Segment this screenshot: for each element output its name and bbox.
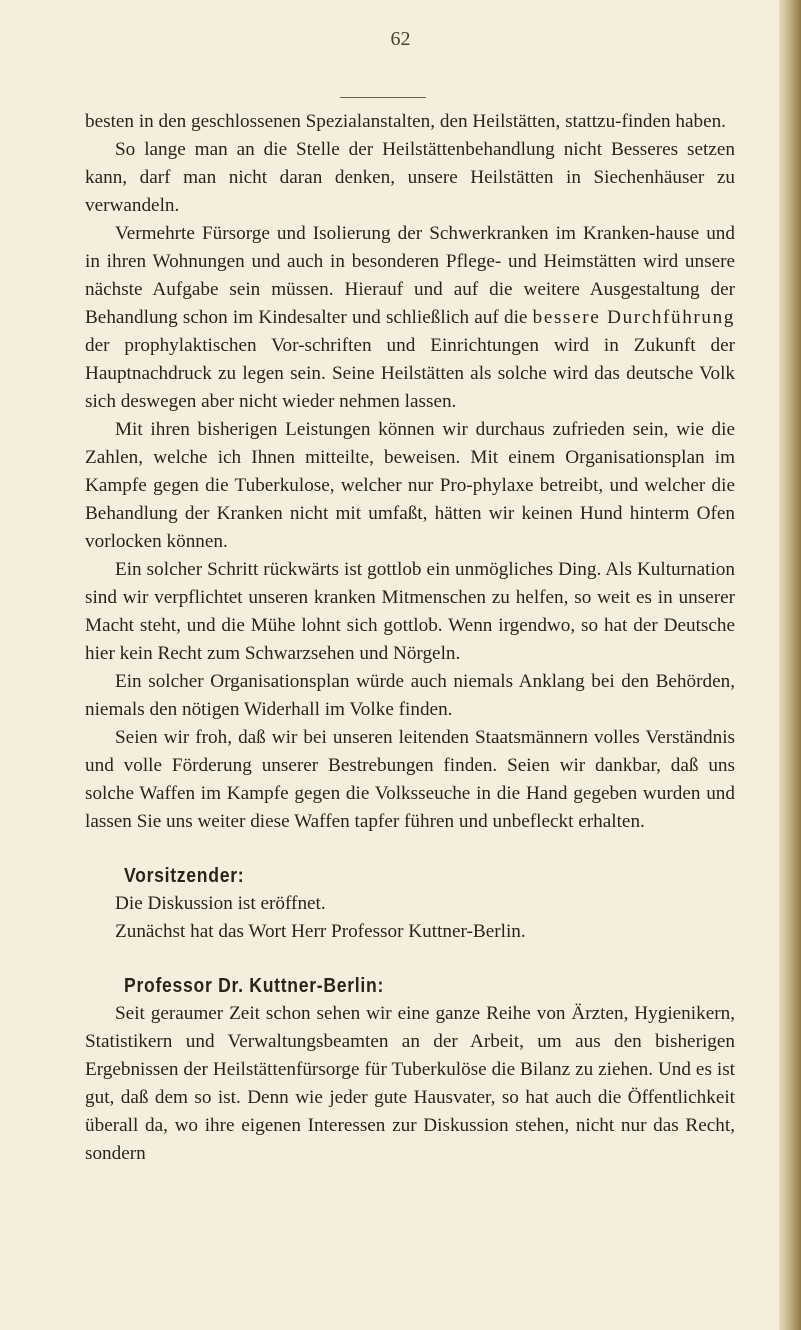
paragraph-5: Ein solcher Schritt rückwärts ist gottlob ein unmögliches Ding. Als Kulturnation sind wir verpflichtet unseren kranken Mitmenschen zu helfen, so weit es in unserer Macht steht, und die Mühe lohnt sich gottlob. Wenn irgendwo, so hat der Deutsche hier kein Recht zum Schwarzsehen und Nörgeln. — [85, 559, 735, 664]
speaker-heading-kuttner: Professor Dr. Kuttner-Berlin: — [124, 975, 385, 997]
chair-line-1: Die Diskussion ist eröffnet. — [115, 893, 326, 914]
paragraph-7: Seien wir froh, daß wir bei unseren leitenden Staatsmännern volles Verständnis und volle Förderung unserer Bestrebungen finden. Seien wir dankbar, daß uns solche Waffen im Kampfe gegen die Volksseuche in die Hand gegeben wurden und lassen Sie uns weiter diese Waffen tapfer führen und unbefleckt erhalten. — [85, 727, 735, 832]
paragraph-6: Ein solcher Organisationsplan würde auch niemals Anklang bei den Behörden, niemals den nötigen Widerhall im Volke finden. — [85, 671, 735, 720]
paragraph-1: besten in den geschlossenen Spezialanstalten, den Heilstätten, stattzu-finden haben. — [85, 111, 726, 132]
chair-line-2: Zunächst hat das Wort Herr Professor Kuttner-Berlin. — [115, 921, 526, 942]
emphasis-spaced: bessere Durchführung — [532, 307, 736, 328]
paragraph-4: Mit ihren bisherigen Leistungen können wir durchaus zufrieden sein, wie die Zahlen, welche ich Ihnen mitteilte, beweisen. Mit einem Organisationsplan im Kampfe gegen die Tuberkulose, welcher nur Pro-phylaxe betreibt, und welcher die Behandlung der Kranken nicht mit umfaßt, hätten wir keinen Hund hinterm Ofen vorlocken können. — [85, 419, 735, 552]
page-number-rule — [340, 97, 426, 98]
paragraph-2: So lange man an die Stelle der Heilstättenbehandlung nicht Besseres setzen kann, darf man nicht daran denken, unsere Heilstätten in Siechenhäuser zu verwandeln. — [85, 139, 735, 216]
main-text — [85, 108, 735, 1168]
paragraph-3-part-b: der prophylaktischen Vor-schriften und Einrichtungen wird in Zukunft der Hauptnachdruck zu legen sein. Seine Heilstätten als solche wird das deutsche Volk sich deswegen aber nicht wieder nehmen lassen. — [85, 335, 735, 412]
paragraph-3 — [85, 220, 735, 416]
page-number: 62 — [390, 28, 411, 50]
kuttner-paragraph-1: Seit geraumer Zeit schon sehen wir eine ganze Reihe von Ärzten, Hygienikern, Statistikern und Verwaltungsbeamten an der Arbeit, um aus den bisherigen Ergebnissen der Heilstättenfürsorge für Tuberkulöse die Bilanz zu ziehen. Und es ist gut, daß dem so ist. Denn wie jeder gute Hausvater, so hat auch die Öffentlichkeit überall da, wo ihre eigenen Interessen zur Diskussion stehen, nicht nur das Recht, sondern — [85, 1003, 735, 1164]
paragraph-3-part-a: Vermehrte Fürsorge und Isolierung der Schwerkranken im Kranken-hause und in ihren Wohnungen und auch in besonderen Pflege- und Heimstätten wird unsere nächste Aufgabe sein müssen. Hierauf und auf die weitere Ausgestaltung der Behandlung schon im Kindesalter und schließlich auf die — [85, 223, 735, 328]
page-edge — [779, 0, 801, 1330]
speaker-heading-chair: Vorsitzender: — [124, 865, 245, 887]
